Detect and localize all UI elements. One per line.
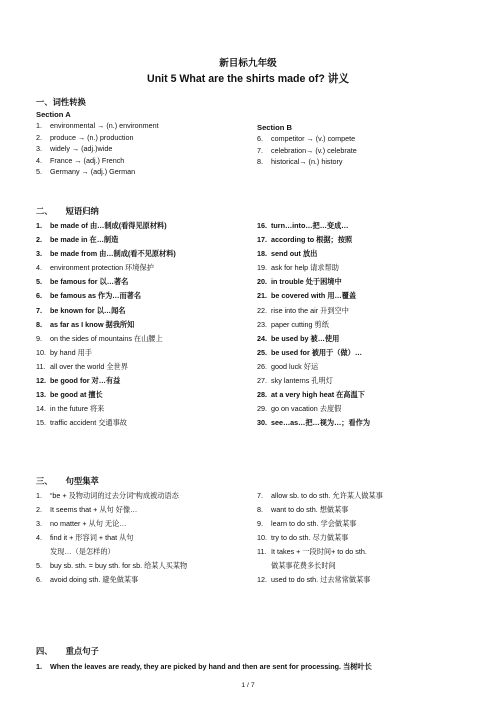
section-2-heading	[36, 205, 99, 217]
section-4-number: 四、	[36, 646, 53, 656]
list-item: 6. avoid doing sth. 避免做某事	[36, 575, 139, 584]
list-item: 30. see…as…把…视为…；看作为	[257, 418, 371, 428]
list-item: 5. be famous for 以…著名	[36, 277, 129, 287]
document-title: 新目标九年级	[219, 58, 277, 69]
phrase-list-right	[257, 219, 370, 430]
list-item: 1. environmental → (n.) environment	[36, 121, 159, 130]
list-item: 8. want to do sth. 想做某事	[257, 505, 349, 514]
section-a-list	[36, 120, 159, 178]
list-item: 18. send out 放出	[257, 249, 318, 259]
section-4-heading	[36, 645, 99, 657]
section-2-number: 二、	[36, 206, 53, 216]
list-item: 6. competitor → (v.) compete	[257, 134, 356, 143]
section-4-title: 重点句子	[65, 646, 99, 656]
list-item: 4. environment protection 环境保护	[36, 263, 154, 273]
list-item: 6. be famous as 作为…而著名	[36, 291, 142, 301]
list-item: 23. paper cutting 剪纸	[257, 319, 329, 329]
section-b-list	[257, 133, 357, 168]
list-item: 15. traffic accident 交通事故	[36, 418, 127, 428]
list-item: 22. rise into the air 升到空中	[257, 305, 349, 315]
document-subtitle: Unit 5 What are the shirts made of? 讲义	[147, 73, 349, 85]
list-item-continuation: 发现…（是怎样的）	[50, 547, 115, 556]
list-item: 8. as far as I know 据我所知	[36, 319, 135, 329]
page-number: 1 / 7	[241, 682, 255, 689]
list-item: 2. It seems that + 从句 好像…	[36, 505, 138, 514]
list-item: 3. no matter + 从句 无论…	[36, 519, 127, 528]
list-item: 2. produce → (n.) production	[36, 132, 134, 142]
pattern-list-right	[257, 489, 383, 587]
section-b-label: Section B	[257, 123, 293, 132]
list-item: 19. ask for help 请求帮助	[257, 263, 339, 273]
list-item: 8. historical→ (n.) history	[257, 157, 343, 167]
list-item: 12. used to do sth. 过去常常做某事	[257, 575, 371, 584]
list-item: 16. turn…into…把…变成…	[257, 221, 349, 230]
list-item: 17. according to 根据；按照	[257, 235, 353, 245]
list-item: 3. be made from 由…制成(看不见原材料)	[36, 249, 176, 259]
list-item: 7. be known for 以…闻名	[36, 305, 126, 315]
list-item: 25. be used for 被用于（做）…	[257, 347, 363, 357]
key-sentence: 1. When the leaves are ready, they are picked by hand and then are sent for processing. 当树叶长	[36, 662, 372, 671]
section-2-title: 短语归纳	[65, 206, 99, 216]
pattern-list-left	[36, 489, 187, 587]
list-item: 29. go on vacation 去度假	[257, 404, 342, 414]
list-item: 11. It takes + 一段时间+ to do sth.	[257, 547, 367, 556]
list-item: 1. be made of 由…制成(看得见原材料)	[36, 221, 167, 230]
list-item: 27. sky lanterns 孔明灯	[257, 376, 333, 386]
list-item: 7. celebration→ (v.) celebrate	[257, 145, 357, 155]
list-item: 20. in trouble 处于困境中	[257, 277, 342, 287]
list-item: 10. by hand 用手	[36, 347, 92, 357]
list-item: 13. be good at 擅长	[36, 390, 103, 400]
list-item: 12. be good for 对…有益	[36, 376, 121, 386]
list-item: 26. good luck 好运	[257, 361, 319, 371]
list-item: 7. allow sb. to do sth. 允许某人做某事	[257, 491, 383, 500]
section-a-label: Section A	[36, 110, 71, 119]
list-item: 4. find it + 形容词 + that 从句	[36, 533, 134, 542]
list-item: 3. widely → (adj.)wide	[36, 144, 113, 154]
section-3-heading	[36, 475, 99, 487]
list-item: 11. all over the world 全世界	[36, 361, 128, 371]
list-item: 24. be used by 被…使用	[257, 333, 340, 343]
list-item: 1. “be + 及物动词的过去分词”构成被动语态	[36, 491, 179, 500]
list-item: 5. Germany → (adj.) German	[36, 167, 136, 177]
section-3-number: 三、	[36, 476, 53, 486]
list-item: 14. in the future 将来	[36, 404, 105, 414]
list-item: 2. be made in 在…制造	[36, 235, 119, 245]
list-item: 9. on the sides of mountains 在山腰上	[36, 333, 163, 343]
list-item: 4. France → (adj.) French	[36, 155, 125, 165]
list-item: 9. learn to do sth. 学会做某事	[257, 519, 357, 528]
section-1-heading: 一、词性转换	[36, 97, 86, 107]
list-item: 10. try to do sth. 尽力做某事	[257, 533, 349, 542]
list-item: 5. buy sb. sth. = buy sth. for sb. 给某人买某物	[36, 561, 188, 570]
list-item: 21. be covered with 用…覆盖	[257, 291, 357, 301]
phrase-list-left	[36, 219, 176, 430]
list-item: 28. at a very high heat 在高温下	[257, 390, 365, 400]
list-item-continuation: 做某事花费多长时间	[271, 561, 336, 570]
section-3-title: 句型集萃	[65, 476, 99, 486]
